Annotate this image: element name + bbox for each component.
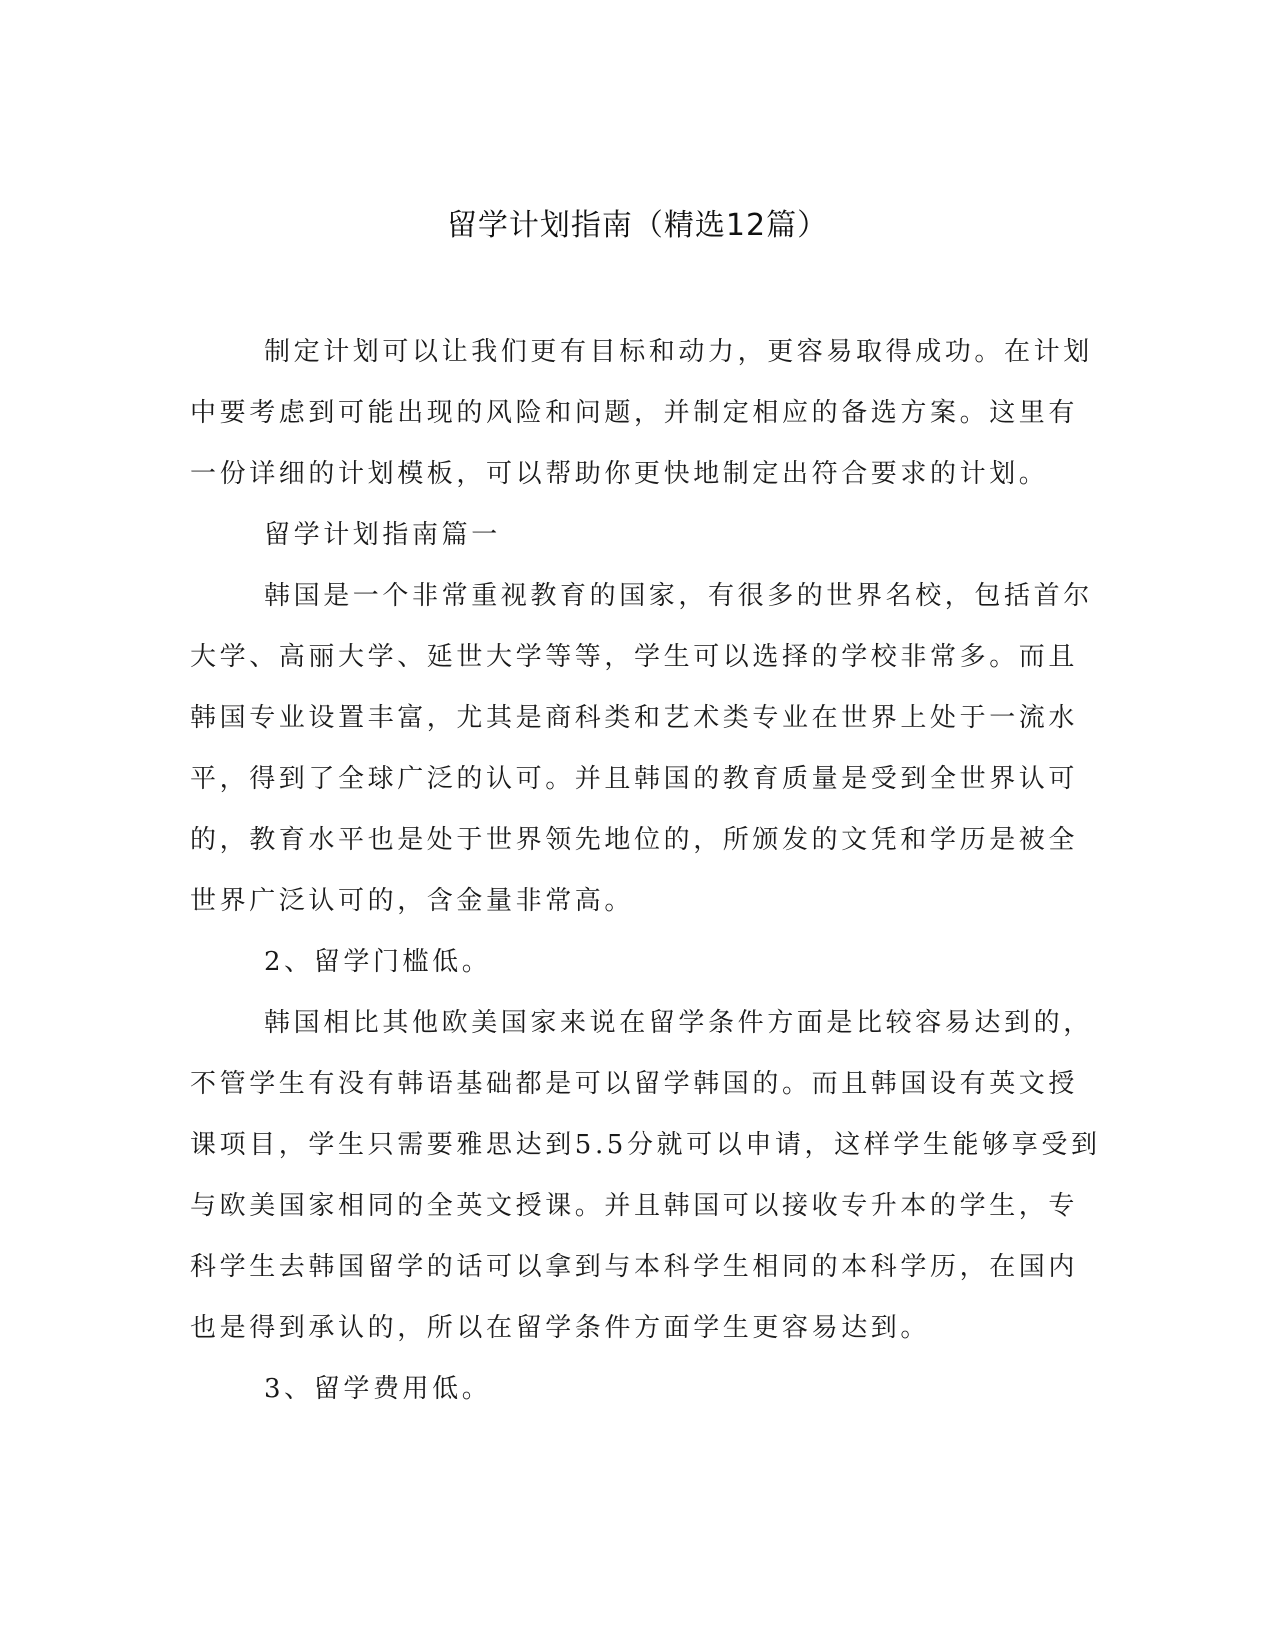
point-heading-2 bbox=[190, 932, 1080, 993]
paragraph-line: 也是得到承认的，所以在留学条件方面学生更容易达到。 bbox=[190, 1313, 931, 1343]
paragraph-korea-education bbox=[190, 566, 1093, 932]
paragraph-line: 的，教育水平也是处于世界领先地位的，所颁发的文凭和学历是被全 bbox=[190, 825, 1079, 855]
section-heading-text: 留学计划指南篇一 bbox=[264, 520, 501, 550]
intro-paragraph bbox=[190, 322, 1093, 505]
intro-line: 中要考虑到可能出现的风险和问题，并制定相应的备选方案。这里有 bbox=[190, 398, 1079, 428]
section-heading bbox=[190, 505, 1080, 566]
paragraph-line: 课项目，学生只需要雅思达到5.5分就可以申请，这样学生能够享受到 bbox=[190, 1130, 1101, 1160]
paragraph-line: 大学、高丽大学、延世大学等等，学生可以选择的学校非常多。而且 bbox=[190, 642, 1079, 672]
intro-line: 制定计划可以让我们更有目标和动力，更容易取得成功。在计划 bbox=[264, 337, 1093, 367]
paragraph-line: 平，得到了全球广泛的认可。并且韩国的教育质量是受到全世界认可 bbox=[190, 764, 1079, 794]
document-title: 留学计划指南（精选12篇） bbox=[446, 208, 829, 243]
paragraph-line: 韩国专业设置丰富，尤其是商科类和艺术类专业在世界上处于一流水 bbox=[190, 703, 1079, 733]
intro-line: 一份详细的计划模板，可以帮助你更快地制定出符合要求的计划。 bbox=[190, 459, 1049, 489]
point-heading-text: 3、留学费用低。 bbox=[264, 1374, 492, 1404]
paragraph-line: 韩国是一个非常重视教育的国家，有很多的世界名校，包括首尔 bbox=[264, 581, 1093, 611]
paragraph-line: 与欧美国家相同的全英文授课。并且韩国可以接收专升本的学生，专 bbox=[190, 1191, 1079, 1221]
paragraph-line: 科学生去韩国留学的话可以拿到与本科学生相同的本科学历，在国内 bbox=[190, 1252, 1079, 1282]
paragraph-low-threshold bbox=[190, 993, 1101, 1359]
paragraph-line: 世界广泛认可的，含金量非常高。 bbox=[190, 886, 635, 916]
point-heading-3 bbox=[190, 1359, 1080, 1420]
paragraph-line: 不管学生有没有韩语基础都是可以留学韩国的。而且韩国设有英文授 bbox=[190, 1069, 1079, 1099]
document-body bbox=[190, 322, 1101, 1420]
paragraph-line: 韩国相比其他欧美国家来说在留学条件方面是比较容易达到的， bbox=[264, 1008, 1093, 1038]
point-heading-text: 2、留学门槛低。 bbox=[264, 947, 492, 977]
